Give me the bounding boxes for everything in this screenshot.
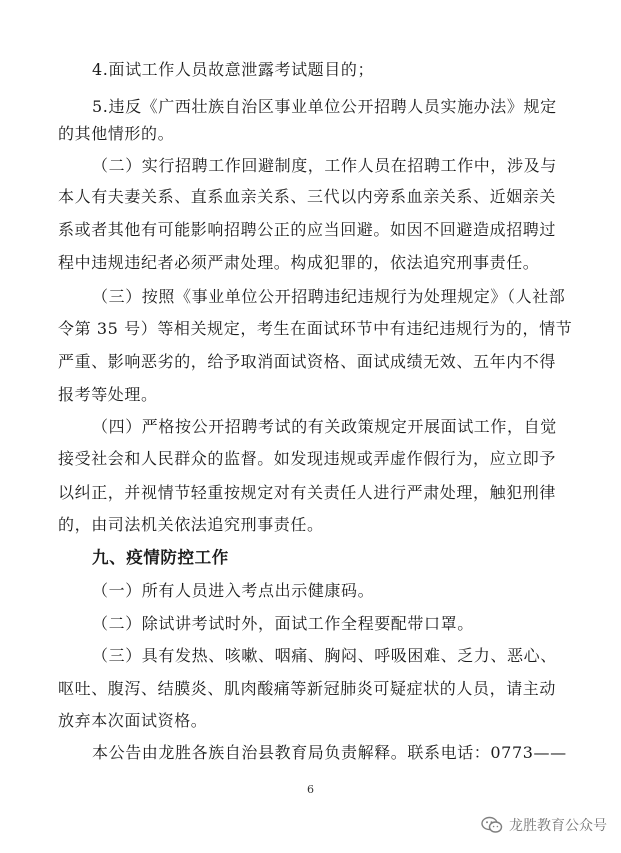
page-number: 6 <box>307 783 314 796</box>
section-heading: 九、疫情防控工作 <box>92 548 229 567</box>
text-line: （三）按照《事业单位公开招聘违纪违规行为处理规定》（人社部 <box>92 287 566 306</box>
wechat-icon <box>481 816 503 834</box>
text-line: 系或者其他有可能影响招聘公正的应当回避。如因不回避造成招聘过 <box>58 220 557 239</box>
watermark <box>481 815 607 835</box>
text-line: 程中违规违纪者必须严肃处理。构成犯罪的，依法追究刑事责任。 <box>58 253 540 272</box>
text-line: （二）实行招聘工作回避制度，工作人员在招聘工作中，涉及与 <box>92 156 557 175</box>
text-line: 严重、影响恶劣的，给予取消面试资格、面试成绩无效、五年内不得 <box>58 352 557 371</box>
text-line: 4.面试工作人员故意泄露考试题目的； <box>92 60 375 79</box>
text-line: （四）严格按公开招聘考试的有关政策规定开展面试工作，自觉 <box>92 417 557 436</box>
text-line: 本公告由龙胜各族自治县教育局负责解释。联系电话：0773—— <box>92 743 567 762</box>
text-line: 令第 35 号）等相关规定，考生在面试环节中有违纪违规行为的，情节 <box>58 319 573 338</box>
text-line: 以纠正，并视情节轻重按规定对有关责任人进行严肃处理，触犯刑律 <box>58 483 557 502</box>
text-line: 呕吐、腹泻、结膜炎、肌肉酸痛等新冠肺炎可疑症状的人员，请主动 <box>58 679 557 698</box>
text-line: 接受社会和人民群众的监督。如发现违规或弄虚作假行为，应立即予 <box>58 449 557 468</box>
text-line: 的其他情形的。 <box>58 124 175 143</box>
text-line: 报考等处理。 <box>58 385 158 404</box>
text-line: （二）除试讲考试时外，面试工作全程要配带口罩。 <box>92 614 474 633</box>
text-line: 5.违反《广西壮族自治区事业单位公开招聘人员实施办法》规定 <box>92 97 557 116</box>
text-line: （三）具有发热、咳嗽、咽痛、胸闷、呼吸困难、乏力、恶心、 <box>92 646 557 665</box>
text-line: 放弃本次面试资格。 <box>58 711 208 730</box>
text-line: （一）所有人员进入考点出示健康码。 <box>92 581 375 600</box>
text-line: 本人有夫妻关系、直系血亲关系、三代以内旁系血亲关系、近姻亲关 <box>58 187 557 206</box>
watermark-text: 龙胜教育公众号 <box>509 818 607 834</box>
text-line: 的，由司法机关依法追究刑事责任。 <box>58 515 324 534</box>
